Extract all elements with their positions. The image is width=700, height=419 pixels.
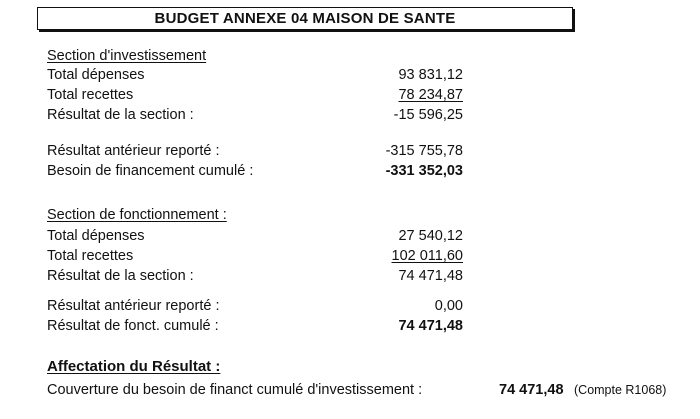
inv-total-recettes-row: [47, 87, 463, 107]
page-title: [37, 7, 573, 30]
fct-total-recettes-value: 102 011,60: [391, 248, 463, 264]
fct-resultat-section-row: [47, 268, 463, 288]
affectation-note: (Compte R1068): [574, 383, 667, 397]
fct-resultat-cumule-label: Résultat de fonct. cumulé :: [47, 318, 219, 334]
inv-total-depenses-label: Total dépenses: [47, 67, 145, 83]
fonctionnement-heading: Section de fonctionnement :: [47, 207, 227, 223]
affectation-value: 74 471,48: [499, 382, 564, 398]
inv-total-recettes-value: 78 234,87: [398, 87, 463, 103]
fct-resultat-cumule-value: 74 471,48: [398, 318, 463, 334]
inv-besoin-financement-row: [47, 163, 463, 183]
affectation-heading: Affectation du Résultat :: [47, 358, 221, 375]
fct-resultat-anterieur-label: Résultat antérieur reporté :: [47, 298, 220, 314]
fct-total-depenses-row: [47, 228, 463, 248]
inv-resultat-section-row: [47, 107, 463, 127]
fct-resultat-section-label: Résultat de la section :: [47, 268, 194, 284]
inv-resultat-anterieur-value: -315 755,78: [385, 143, 463, 159]
inv-total-depenses-value: 93 831,12: [398, 67, 463, 83]
fct-total-depenses-label: Total dépenses: [47, 228, 145, 244]
fct-total-depenses-value: 27 540,12: [398, 228, 463, 244]
title-text: BUDGET ANNEXE 04 MAISON DE SANTE: [154, 10, 456, 27]
inv-resultat-section-label: Résultat de la section :: [47, 107, 194, 123]
fct-total-recettes-row: [47, 248, 463, 268]
fct-resultat-section-value: 74 471,48: [398, 268, 463, 284]
inv-resultat-anterieur-label: Résultat antérieur reporté :: [47, 143, 220, 159]
investissement-heading: Section d'investissement: [47, 48, 207, 64]
fct-resultat-anterieur-value: 0,00: [434, 298, 463, 314]
inv-besoin-financement-value: -331 352,03: [385, 163, 463, 179]
affectation-label: Couverture du besoin de financt cumulé d'investissement :: [47, 382, 423, 398]
inv-resultat-anterieur-row: [47, 143, 463, 163]
inv-resultat-section-value: -15 596,25: [393, 107, 463, 123]
inv-total-recettes-label: Total recettes: [47, 87, 134, 103]
fct-total-recettes-label: Total recettes: [47, 248, 134, 264]
inv-total-depenses-row: [47, 67, 463, 87]
fct-resultat-cumule-row: [47, 318, 463, 338]
inv-besoin-financement-label: Besoin de financement cumulé :: [47, 163, 254, 179]
fct-resultat-anterieur-row: [47, 298, 463, 318]
affectation-row: [47, 382, 687, 402]
